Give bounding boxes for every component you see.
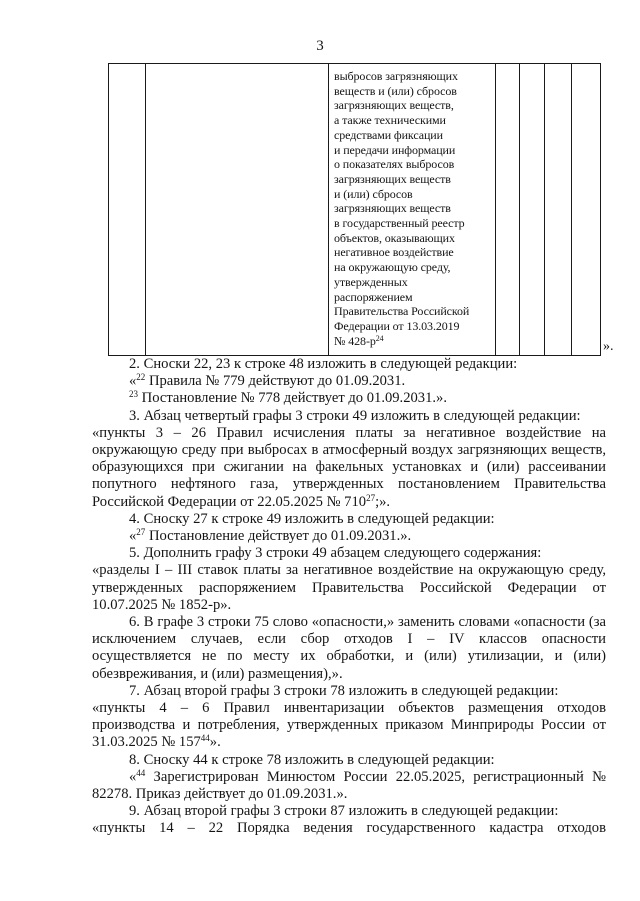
paragraph: 2. Сноски 22, 23 к строке 48 изложить в следующей редакции: (129, 356, 518, 372)
paragraph: 3. Абзац четвертый графы 3 строки 49 изложить в следующей редакции: (129, 407, 581, 424)
paragraph (92, 390, 606, 407)
cell-line: средствами фиксации (334, 127, 443, 142)
cell-line: и (или) сбросов (334, 186, 413, 201)
quote-open: « (129, 373, 137, 390)
paragraph-text: «пункты 4 – 6 Правил инвентаризации объектов размещения отходов производства и потребления, утвержденных приказом Минприроды России от 31.03.2025 № 157 (92, 700, 606, 751)
paragraph (92, 769, 606, 803)
cell-line-text: № 428-р (334, 333, 376, 348)
paragraph: «разделы I – III ставок платы за негативное воздействие на окружающую среду, утвержденных распоряжением Правительства Российской Федерации от 10.07.2025 № 1852-р». (92, 562, 606, 613)
table-cell-text (334, 69, 492, 348)
paragraph-text: Постановление № 778 действует до 01.09.2031.». (141, 390, 447, 407)
table-column-divider (145, 63, 146, 356)
cell-line: загрязняющих веществ (334, 171, 451, 186)
paragraph-text: «пункты 3 – 26 Правил исчисления платы за негативное воздействие на окружающую среду при выбросах в атмосферный воздух загрязняющих веществ, образующихся при сжигании на факельных установках и (или) рассеивании попутного нефтяного газа, утвержденных постановлением Правительства Российской Федерации от 22.05.2025 № 710 (92, 424, 606, 510)
cell-line: в государственный реестр (334, 216, 465, 231)
table-border-top (108, 63, 601, 64)
cell-line: на окружающую среду, (334, 260, 451, 275)
paragraph: 7. Абзац второй графы 3 строки 78 изложить в следующей редакции: (129, 682, 559, 699)
quote-open: « (129, 528, 137, 545)
paragraph: 6. В графе 3 строки 75 слово «опасности,» заменить словами «опасности (за исключением случаев, если сбор отходов I – IV классов опасности осуществляется не по месту их обработки, и (или) утилизации, и (или) обезвреживания, и (или) размещения),». (92, 614, 606, 682)
paragraph (92, 528, 606, 545)
page-number: 3 (316, 38, 324, 54)
footnote-ref: 23 (129, 389, 138, 400)
cell-line: веществ и (или) сбросов (334, 83, 457, 98)
cell-line (334, 334, 492, 349)
cell-line: Правительства Российской (334, 304, 470, 319)
cell-line: утвержденных (334, 274, 408, 289)
paragraph-text: ;». (375, 493, 391, 510)
paragraph: «пункты 14 – 22 Порядка ведения государственного кадастра отходов (92, 820, 606, 837)
cell-line: загрязняющих веществ (334, 201, 451, 216)
table-column-divider (495, 63, 496, 356)
paragraph-text: Правила № 779 действуют до 01.09.2031. (145, 373, 406, 390)
cell-line: негативное воздействие (334, 245, 454, 260)
paragraph: 4. Сноску 27 к строке 49 изложить в следующей редакции: (129, 510, 495, 527)
paragraph-text: ». (209, 734, 221, 751)
table-border-left (108, 63, 109, 356)
paragraph (92, 425, 606, 511)
document-body (92, 356, 606, 838)
footnote-ref: 44 (136, 767, 146, 778)
paragraph-text: Зарегистрирован Минюстом России 22.05.2025, регистрационный № 82278. Приказ действует до 01.09.2031.». (92, 768, 606, 803)
cell-line: загрязняющих веществ, (334, 98, 454, 113)
footnote-ref: 24 (375, 333, 384, 343)
cell-line: выбросов загрязняющих (334, 69, 458, 83)
paragraph-text: Постановление действует до 01.09.2031.». (145, 528, 412, 545)
footnote-ref: 44 (200, 733, 210, 744)
footnote-ref: 22 (136, 372, 146, 383)
paragraph: 5. Дополнить графу 3 строки 49 абзацем следующего содержания: (129, 545, 542, 562)
table-fragment (108, 63, 614, 356)
cell-line: Федерации от 13.03.2019 (334, 318, 460, 333)
cell-line: и передачи информации (334, 142, 456, 157)
paragraph: 9. Абзац второй графы 3 строки 87 изложить в следующей редакции: (129, 803, 559, 820)
footnote-ref: 27 (136, 527, 146, 538)
paragraph (92, 700, 606, 752)
paragraph: 8. Сноску 44 к строке 78 изложить в следующей редакции: (129, 751, 495, 768)
table-column-divider (571, 63, 572, 356)
closing-quote: ». (603, 339, 614, 354)
table-column-divider (328, 63, 329, 356)
table-border-right (600, 63, 601, 356)
paragraph (92, 373, 606, 390)
table-column-divider (519, 63, 520, 356)
cell-line: распоряжением (334, 289, 413, 304)
table-column-divider (544, 63, 545, 356)
footnote-ref: 27 (366, 492, 376, 503)
cell-line: объектов, оказывающих (334, 230, 455, 245)
cell-line: а также техническими (334, 113, 446, 128)
quote-open: « (129, 768, 137, 785)
cell-line: о показателях выбросов (334, 157, 455, 172)
